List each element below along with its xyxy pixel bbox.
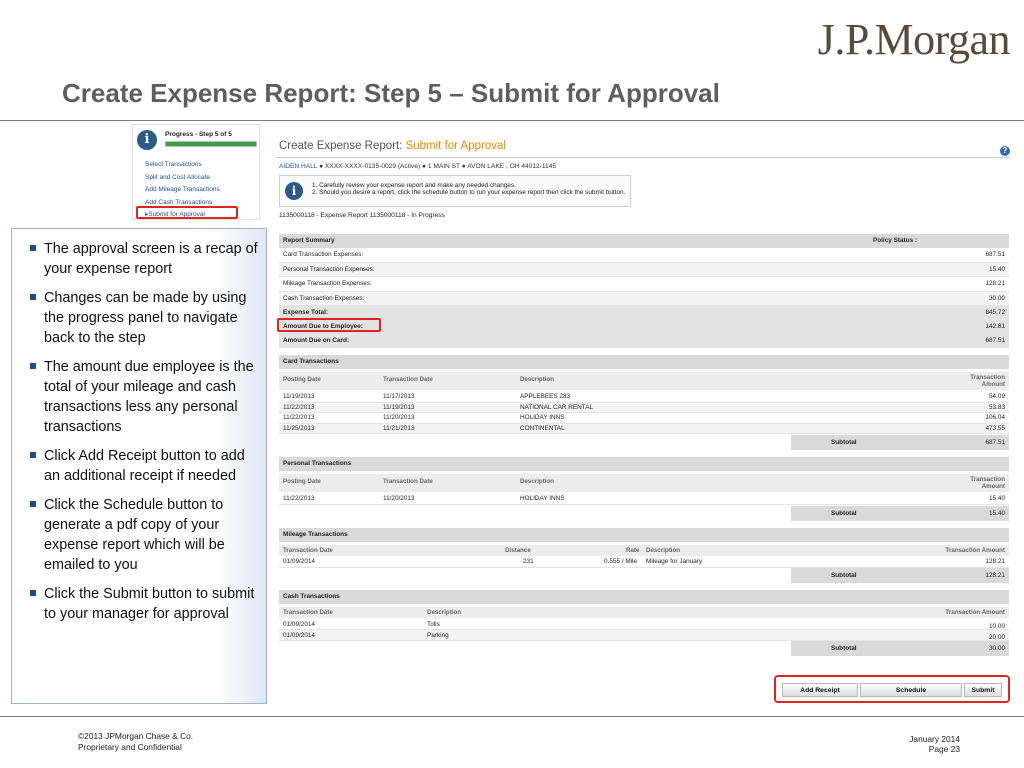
- summary-row: [279, 277, 1009, 292]
- column-header: Amount: [981, 381, 1005, 388]
- amount: 106.04: [985, 414, 1005, 421]
- instruction-item: Click Add Receipt button to add an additional receipt if needed: [30, 446, 260, 486]
- step-add-cash-transactions[interactable]: Add Cash Transactions: [145, 198, 213, 206]
- column-header: Transaction Amount: [945, 609, 1005, 616]
- step-add-mileage-transactions[interactable]: Add Mileage Transactions: [145, 186, 220, 194]
- description: CONTINENTAL: [520, 424, 565, 432]
- amount-due-employee-highlight: [277, 318, 381, 332]
- report-divider: [276, 157, 1010, 158]
- cash-transaction-row: [279, 619, 1009, 630]
- notice-line: 1. Carefully review your expense report and make any needed changes.: [312, 182, 516, 189]
- footer-right: [909, 734, 960, 754]
- transaction-date: 11/20/2013: [383, 495, 415, 502]
- personal-transaction-row: [279, 493, 1009, 505]
- subtotal-value: 30.00: [989, 645, 1005, 652]
- column-header: Posting Date: [283, 376, 321, 383]
- amount-due-employee-value: 142.81: [985, 323, 1005, 330]
- summary-value: 30.00: [989, 294, 1005, 302]
- subtotal-label: Subtotal: [831, 439, 857, 446]
- posting-date: 11/22/2013: [283, 414, 315, 421]
- summary-value: 687.51: [985, 251, 1005, 258]
- transaction-date: 11/20/2013: [383, 414, 415, 421]
- instruction-item: Click the Submit button to submit to your manager for approval: [30, 584, 260, 624]
- description: Parking: [427, 632, 449, 639]
- subtotal-value: 128.21: [985, 572, 1005, 579]
- instruction-list: [30, 239, 260, 633]
- expense-report-screen: [276, 132, 1014, 708]
- cash-subtotal-row: [791, 641, 1009, 656]
- instruction-item: Click the Schedule button to generate a pdf copy of your expense report which will be emailed to you: [30, 495, 260, 575]
- notice-line: 2. Should you desire a report, click the schedule button to run your expense report then click the submit button.: [312, 189, 626, 196]
- column-header: Transaction Amount: [945, 547, 1005, 554]
- footer-left: [78, 731, 193, 752]
- transaction-date: 11/21/2013: [383, 424, 415, 432]
- description: Mileage for January: [646, 558, 703, 565]
- posting-date: 11/22/2013: [283, 403, 315, 411]
- employee-details: ● XXXX-XXXX-0135-0029 (Active) ● 1 MAIN ST ● AVON LAKE , OH 44012-1145: [319, 163, 557, 170]
- cash-transactions-title: Cash Transactions: [283, 593, 340, 600]
- transaction-date: 01/09/2014: [283, 632, 315, 639]
- column-header: Transaction: [970, 374, 1005, 381]
- step-select-transactions[interactable]: Select Transactions: [145, 161, 202, 168]
- card-transactions-header: [279, 355, 1009, 369]
- personal-subtotal-row: [791, 506, 1009, 521]
- column-header: Amount: [981, 483, 1005, 490]
- summary-label: Personal Transaction Expenses:: [283, 265, 375, 273]
- description: HOLIDAY INNS: [520, 414, 565, 421]
- column-header: Distance: [505, 547, 531, 554]
- policy-status-label: Policy Status :: [873, 237, 918, 244]
- progress-label: Progress - Step 5 of 5: [165, 131, 232, 138]
- summary-value: 128.21: [985, 280, 1005, 287]
- column-header: Transaction Date: [383, 376, 433, 383]
- amount: 54.09: [989, 393, 1005, 400]
- subtotal-label: Subtotal: [831, 572, 857, 579]
- expense-total-label: Expense Total:: [283, 309, 328, 316]
- posting-date: 11/25/2013: [283, 424, 315, 432]
- amount: 128.21: [985, 558, 1005, 565]
- footer-divider: [0, 716, 1024, 717]
- card-transaction-row: [279, 413, 1009, 424]
- summary-row: [279, 263, 1009, 278]
- step-highlight-box: [136, 206, 238, 219]
- review-notice: [279, 175, 631, 207]
- summary-label: Card Transaction Expenses:: [283, 251, 364, 258]
- column-header: Description: [520, 478, 555, 485]
- expense-total-row: [279, 306, 1009, 320]
- personal-transactions-header: [279, 457, 1009, 471]
- progress-bar: [165, 141, 257, 147]
- column-header: Transaction Date: [283, 609, 333, 616]
- transaction-date: 11/19/2013: [383, 403, 415, 411]
- slide-title: Create Expense Report: Step 5 – Submit for Approval: [62, 78, 720, 108]
- add-receipt-button[interactable]: Add Receipt: [782, 683, 858, 697]
- summary-title: Report Summary: [283, 237, 335, 244]
- subtotal-label: Subtotal: [831, 510, 857, 517]
- column-header: Description: [427, 609, 462, 616]
- report-title-accent: Submit for Approval: [405, 140, 506, 152]
- column-header: Description: [520, 376, 555, 383]
- description: NATIONAL CAR RENTAL: [520, 403, 594, 411]
- instructions-box: [11, 228, 267, 704]
- mileage-columns-header: [279, 545, 1009, 556]
- instruction-item: The approval screen is a recap of your expense report: [30, 239, 260, 279]
- report-title: [279, 140, 506, 152]
- title-divider: [0, 120, 1024, 121]
- column-header: Rate: [626, 547, 640, 554]
- card-transactions-title: Card Transactions: [283, 358, 339, 365]
- column-header: Description: [646, 547, 681, 554]
- posting-date: 11/22/2013: [283, 495, 315, 502]
- card-transaction-row: [279, 424, 1009, 435]
- description: HOLIDAY INNS: [520, 495, 565, 502]
- cash-transactions-header: [279, 590, 1009, 604]
- employee-info: [279, 163, 556, 170]
- cash-transaction-row: [279, 630, 1009, 641]
- mileage-transactions-title: Mileage Transactions: [283, 531, 348, 538]
- jpmorgan-logo: J.P.Morgan: [817, 15, 1010, 64]
- instruction-item: Changes can be made by using the progress panel to navigate back to the step: [30, 288, 260, 348]
- column-header: Transaction Date: [383, 478, 433, 485]
- summary-label: Mileage Transaction Expenses:: [283, 280, 372, 287]
- amount: 20.00: [989, 634, 1005, 641]
- footer-date: January 2014: [909, 734, 960, 744]
- report-summary-header: [279, 234, 1009, 248]
- amount: 473.55: [985, 424, 1005, 432]
- amount-due-card-row: [279, 334, 1009, 348]
- amount-due-card-value: 687.51: [985, 337, 1005, 344]
- column-header: Transaction Date: [283, 547, 333, 554]
- info-icon: i: [137, 130, 157, 150]
- amount: 53.83: [989, 403, 1005, 411]
- report-status: 1135000118 - Expense Report 1135000118 - In Progress: [279, 212, 445, 219]
- description: Tolls: [427, 621, 440, 628]
- notice-text: [312, 182, 628, 196]
- distance: 231: [523, 558, 534, 565]
- column-header: Posting Date: [283, 478, 321, 485]
- help-icon[interactable]: ?: [1000, 146, 1010, 156]
- info-icon: i: [285, 182, 303, 200]
- rate: 0.555 / Mile: [604, 558, 638, 565]
- submit-button[interactable]: Submit: [964, 683, 1002, 697]
- page-number: Page 23: [928, 744, 960, 754]
- step-submit-for-approval[interactable]: ▸Submit for Approval: [145, 211, 205, 219]
- card-transaction-row: [279, 392, 1009, 403]
- summary-value: 15.40: [989, 265, 1005, 273]
- amount-due-employee-row: [279, 320, 1009, 334]
- summary-row: [279, 292, 1009, 307]
- transaction-date: 01/09/2014: [283, 558, 315, 565]
- subtotal-label: Subtotal: [831, 645, 857, 652]
- transaction-date: 01/09/2014: [283, 621, 315, 628]
- personal-transactions-title: Personal Transactions: [283, 460, 352, 467]
- subtotal-value: 687.51: [985, 439, 1005, 446]
- mileage-transactions-header: [279, 528, 1009, 542]
- mileage-subtotal-row: [791, 568, 1009, 583]
- step-split-and-cost-allocate[interactable]: Split and Cost Allocate: [145, 173, 211, 181]
- instruction-item: The amount due employee is the total of your mileage and cash transactions less any personal transactions: [30, 357, 260, 437]
- card-transaction-row: [279, 403, 1009, 414]
- mileage-transaction-row: [279, 556, 1009, 568]
- schedule-button[interactable]: Schedule: [860, 683, 962, 697]
- expense-total-value: 845.72: [985, 309, 1005, 316]
- transaction-date: 11/17/2013: [383, 393, 415, 400]
- progress-fill: [166, 142, 256, 146]
- card-subtotal-row: [791, 435, 1009, 450]
- column-header: Transaction: [970, 476, 1005, 483]
- summary-row: [279, 248, 1009, 263]
- cash-columns-header: [279, 607, 1009, 618]
- posting-date: 11/19/2013: [283, 393, 315, 400]
- card-columns-header: [279, 372, 1009, 390]
- report-title-prefix: Create Expense Report:: [279, 140, 403, 152]
- amount: 15.40: [989, 495, 1005, 502]
- personal-columns-header: [279, 474, 1009, 492]
- subtotal-value: 15.40: [989, 510, 1005, 517]
- confidential-text: Proprietary and Confidential: [78, 741, 182, 752]
- copyright-text: ©2013 JPMorgan Chase & Co.: [78, 731, 194, 741]
- description: APPLEBEES 283: [520, 393, 571, 400]
- action-buttons-highlight: [774, 675, 1010, 703]
- progress-header: [133, 125, 261, 155]
- summary-label: Cash Transaction Expenses:: [283, 294, 365, 302]
- employee-name-link[interactable]: AIDEN HALL: [279, 163, 318, 170]
- amount: 10.00: [989, 623, 1005, 630]
- amount-due-card-label: Amount Due on Card:: [283, 337, 350, 344]
- amount-due-employee-label: Amount Due to Employee:: [283, 323, 363, 330]
